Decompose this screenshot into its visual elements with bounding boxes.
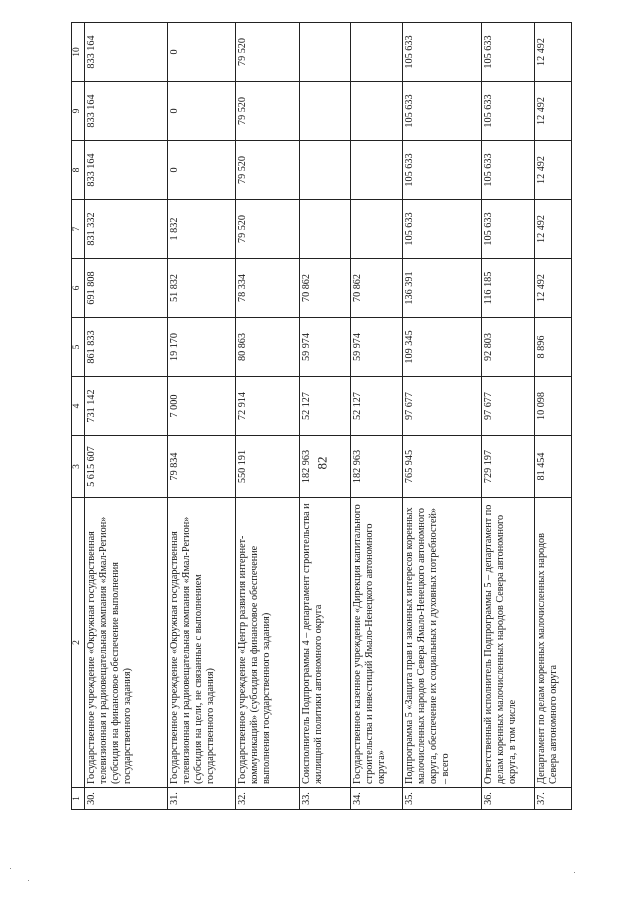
row-number: 35. — [403, 788, 482, 810]
cell-value: 833 164 — [85, 23, 168, 82]
row-number: 37. — [535, 788, 572, 810]
cell-value: 7 000 — [168, 377, 236, 436]
cell-value: 1 832 — [168, 200, 236, 259]
cell-value: 79 834 — [168, 436, 236, 498]
cell-value — [351, 200, 403, 259]
cell-value — [300, 82, 351, 141]
cell-value: 12 492 — [535, 141, 572, 200]
cell-value: 833 164 — [85, 141, 168, 200]
cell-value: 59 974 — [351, 318, 403, 377]
cell-value: 105 633 — [403, 141, 482, 200]
cell-value — [300, 141, 351, 200]
cell-value: 691 808 — [85, 259, 168, 318]
cell-value: 0 — [168, 23, 236, 82]
cell-value: 59 974 — [300, 318, 351, 377]
cell-value: 97 677 — [403, 377, 482, 436]
column-number: 6 — [72, 259, 85, 318]
column-number: 2 — [72, 498, 85, 788]
row-name: Подпрограмма 5 «Защита прав и законных интересов коренных малочисленных народов Севера Ямало-Ненецкого автономного округа, обеспечение их социальных и духовных потребностей» – всего — [403, 498, 482, 788]
table-row — [535, 23, 572, 810]
cell-value: 105 633 — [403, 200, 482, 259]
cell-value: 12 492 — [535, 259, 572, 318]
cell-value — [351, 82, 403, 141]
cell-value: 105 633 — [403, 23, 482, 82]
cell-value — [351, 23, 403, 82]
cell-value: 92 803 — [482, 318, 535, 377]
cell-value: 12 492 — [535, 23, 572, 82]
row-name: Государственное учреждение «Окружная государственная телевизионная и радиовещательная компания «Ямал-Регион» (субсидия на финансовое обеспечение выполнения государственного задания) — [85, 498, 168, 788]
table-row — [403, 23, 482, 810]
cell-value: 19 170 — [168, 318, 236, 377]
cell-value — [300, 200, 351, 259]
column-number: 3 — [72, 436, 85, 498]
column-number: 9 — [72, 82, 85, 141]
column-number: 8 — [72, 141, 85, 200]
row-number: 33. — [300, 788, 351, 810]
cell-value: 861 833 — [85, 318, 168, 377]
scan-speck — [28, 880, 29, 881]
table-row — [482, 23, 535, 810]
cell-value: 105 633 — [482, 82, 535, 141]
table-row — [300, 23, 351, 810]
cell-value: 105 633 — [482, 141, 535, 200]
table-row — [85, 23, 168, 810]
cell-value: 550 191 — [236, 436, 300, 498]
cell-value: 105 633 — [482, 23, 535, 82]
cell-value: 105 633 — [403, 82, 482, 141]
row-number: 30. — [85, 788, 168, 810]
row-name: Государственное учреждение «Окружная государственная телевизионная и радиовещательная компания «Ямал-Регион» (субсидия на цели, не связанные с выполнением государственного задания) — [168, 498, 236, 788]
cell-value: 79 520 — [236, 82, 300, 141]
cell-value: 729 197 — [482, 436, 535, 498]
cell-value: 70 862 — [300, 259, 351, 318]
cell-value — [300, 23, 351, 82]
column-number: 5 — [72, 318, 85, 377]
cell-value: 0 — [168, 141, 236, 200]
row-name: Департамент по делам коренных малочисленных народов Севера автономного округа — [535, 498, 572, 788]
cell-value: 70 862 — [351, 259, 403, 318]
cell-value: 831 332 — [85, 200, 168, 259]
row-number: 34. — [351, 788, 403, 810]
cell-value: 52 127 — [300, 377, 351, 436]
row-number: 32. — [236, 788, 300, 810]
column-number-row — [72, 23, 85, 810]
cell-value: 0 — [168, 82, 236, 141]
table-row — [236, 23, 300, 810]
cell-value: 109 345 — [403, 318, 482, 377]
cell-value: 5 615 607 — [85, 436, 168, 498]
cell-value: 8 896 — [535, 318, 572, 377]
cell-value: 182 963 — [300, 436, 351, 498]
cell-value: 52 127 — [351, 377, 403, 436]
column-number: 7 — [72, 200, 85, 259]
row-name: Ответственный исполнитель Подпрограммы 5 – департамент по делам коренных малочисленных народов Севера автономного округа, в том числе — [482, 498, 535, 788]
column-number: 1 — [72, 788, 85, 810]
cell-value: 12 492 — [535, 82, 572, 141]
cell-value: 51 832 — [168, 259, 236, 318]
column-number: 10 — [72, 23, 85, 82]
cell-value — [351, 141, 403, 200]
row-name: Государственное казенное учреждение «Дирекция капитального строительства и инвестиций Ямало-Ненецкого автономного округа» — [351, 498, 403, 788]
cell-value: 72 914 — [236, 377, 300, 436]
cell-value: 765 945 — [403, 436, 482, 498]
cell-value: 79 520 — [236, 23, 300, 82]
column-number: 4 — [72, 377, 85, 436]
cell-value: 116 185 — [482, 259, 535, 318]
cell-value: 136 391 — [403, 259, 482, 318]
cell-value: 81 454 — [535, 436, 572, 498]
cell-value: 731 142 — [85, 377, 168, 436]
table-row — [351, 23, 403, 810]
row-name: Соисполнитель Подпрограммы 4 – департамент строительства и жилищной политики автономного округа — [300, 498, 351, 788]
cell-value: 10 098 — [535, 377, 572, 436]
row-number: 36. — [482, 788, 535, 810]
page-number: 82 — [314, 456, 330, 470]
scan-speck — [10, 868, 11, 869]
cell-value: 12 492 — [535, 200, 572, 259]
row-number: 31. — [168, 788, 236, 810]
table-row — [168, 23, 236, 810]
cell-value: 105 633 — [482, 200, 535, 259]
budget-table — [71, 22, 572, 810]
cell-value: 97 677 — [482, 377, 535, 436]
cell-value: 78 334 — [236, 259, 300, 318]
table-container — [71, 23, 570, 810]
cell-value: 80 863 — [236, 318, 300, 377]
cell-value: 79 520 — [236, 200, 300, 259]
cell-value: 79 520 — [236, 141, 300, 200]
row-name: Государственное учреждение «Центр развития интернет-коммуникаций» (субсидия на финансовое обеспечение выполнения государственного задания) — [236, 498, 300, 788]
cell-value: 833 164 — [85, 82, 168, 141]
scan-speck — [574, 872, 575, 873]
cell-value: 182 963 — [351, 436, 403, 498]
